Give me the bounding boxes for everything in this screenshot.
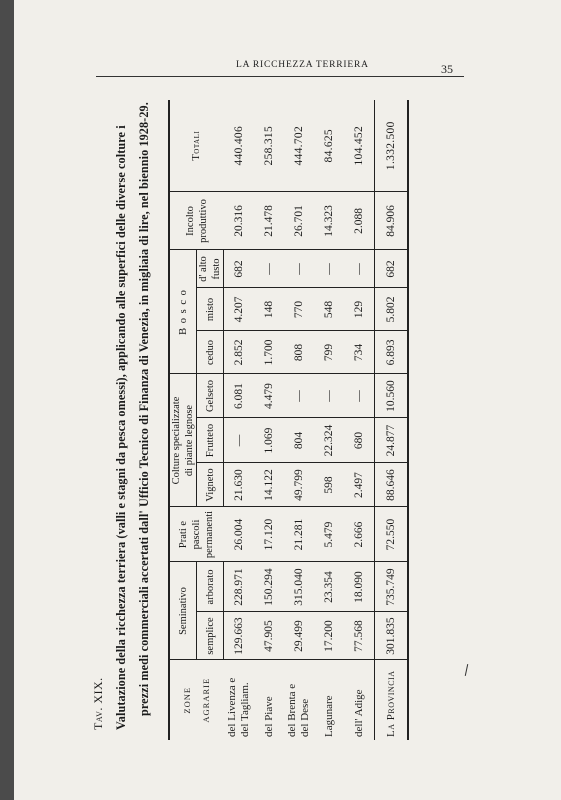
cell-gelseto: — xyxy=(314,374,344,418)
cell-prati: 5.479 xyxy=(314,507,344,562)
cell-alto-fusto: — xyxy=(344,250,375,288)
cell-totali: 84.625 xyxy=(314,100,344,192)
cell-incolto: 26.701 xyxy=(284,192,314,250)
cell-misto: 129 xyxy=(344,288,375,331)
zone-cell: dell' Adige xyxy=(352,689,365,737)
cell-frutteto: 1.069 xyxy=(254,418,284,463)
cell-ceduo: 1.700 xyxy=(254,331,284,374)
header-totali: Totali xyxy=(169,100,224,192)
cell-gelseto: — xyxy=(284,374,314,418)
cell-gelseto: — xyxy=(344,374,375,418)
subheader-frutteto: Frutteto xyxy=(197,418,224,463)
pencil-mark xyxy=(465,664,468,676)
cell-vigneto: 2.497 xyxy=(344,463,375,507)
valuation-table xyxy=(168,100,409,740)
cell-semplice: 77.568 xyxy=(344,612,375,660)
cell-alto-fusto: — xyxy=(314,250,344,288)
total-ceduo: 6.893 xyxy=(375,331,409,374)
cell-misto: 548 xyxy=(314,288,344,331)
cell-totali: 440.406 xyxy=(224,100,255,192)
cell-ceduo: 2.852 xyxy=(224,331,255,374)
table-row xyxy=(314,100,344,740)
cell-gelseto: 4.479 xyxy=(254,374,284,418)
cell-totali: 258.315 xyxy=(254,100,284,192)
cell-prati: 21.281 xyxy=(284,507,314,562)
cell-frutteto: 22.324 xyxy=(314,418,344,463)
table-row xyxy=(284,100,314,740)
total-arborato: 735.749 xyxy=(375,562,409,612)
cell-gelseto: 6.081 xyxy=(224,374,255,418)
total-prati: 72.550 xyxy=(375,507,409,562)
cell-prati: 17.120 xyxy=(254,507,284,562)
zone-cell: Lagunare xyxy=(322,695,335,737)
plate-label: Tav. XIX. xyxy=(91,677,105,730)
cell-arborato: 18.090 xyxy=(344,562,375,612)
cell-vigneto: 14.122 xyxy=(254,463,284,507)
table-row xyxy=(224,100,255,740)
cell-frutteto: 680 xyxy=(344,418,375,463)
cell-alto-fusto: 682 xyxy=(224,250,255,288)
total-semplice: 301.835 xyxy=(375,612,409,660)
caption-line-2: prezzi medi commerciali accertati dall' Ufficio Tecnico di Finanza di Venezia, in migliaia di lire, nel biennio 1928-29. xyxy=(137,102,151,716)
cell-alto-fusto: — xyxy=(254,250,284,288)
cell-misto: 4.207 xyxy=(224,288,255,331)
cell-misto: 148 xyxy=(254,288,284,331)
zone-header: ZONE AGRARIE xyxy=(169,660,224,740)
cell-incolto: 20.316 xyxy=(224,192,255,250)
header-incolto: Incolto produttivo xyxy=(169,192,224,250)
total-incolto: 84.906 xyxy=(375,192,409,250)
cell-incolto: 21.478 xyxy=(254,192,284,250)
table-caption xyxy=(110,90,156,730)
header-prati: Prati e pascoli permanenti xyxy=(169,507,224,562)
cell-incolto: 2.088 xyxy=(344,192,375,250)
subheader-misto: misto xyxy=(197,288,224,331)
cell-alto-fusto: — xyxy=(284,250,314,288)
caption-line-1: Valutazione della ricchezza terriera (valli e stagni da pesca omessi), applicando alle superfici delle diverse colture i xyxy=(114,125,128,730)
total-gelseto: 10.560 xyxy=(375,374,409,418)
total-alto-fusto: 682 xyxy=(375,250,409,288)
cell-arborato: 315.040 xyxy=(284,562,314,612)
cell-vigneto: 598 xyxy=(314,463,344,507)
cell-arborato: 228.971 xyxy=(224,562,255,612)
cell-vigneto: 49.799 xyxy=(284,463,314,507)
table-row xyxy=(254,100,284,740)
total-row xyxy=(375,100,409,740)
cell-incolto: 14.323 xyxy=(314,192,344,250)
cell-frutteto: 804 xyxy=(284,418,314,463)
cell-semplice: 17.200 xyxy=(314,612,344,660)
zone-cell: del Brenta e del Dese xyxy=(286,683,311,737)
total-misto: 5.802 xyxy=(375,288,409,331)
cell-ceduo: 799 xyxy=(314,331,344,374)
running-header-title: LA RICCHEZZA TERRIERA xyxy=(236,60,369,70)
cell-misto: 770 xyxy=(284,288,314,331)
cell-arborato: 150.294 xyxy=(254,562,284,612)
header-bosco: B o s c o xyxy=(169,250,197,374)
total-totali: 1.332.500 xyxy=(375,100,409,192)
cell-totali: 444.702 xyxy=(284,100,314,192)
cell-ceduo: 808 xyxy=(284,331,314,374)
subheader-ceduo: ceduo xyxy=(197,331,224,374)
header-colture: Colture specializzate di piante legnose xyxy=(169,374,197,507)
header-rule xyxy=(96,76,464,77)
cell-prati: 26.004 xyxy=(224,507,255,562)
cell-semplice: 129.663 xyxy=(224,612,255,660)
zone-cell: del Piave xyxy=(262,696,275,737)
table-row xyxy=(344,100,375,740)
cell-ceduo: 734 xyxy=(344,331,375,374)
subheader-arborato: arborato xyxy=(197,562,224,612)
cell-arborato: 23.354 xyxy=(314,562,344,612)
rotated-table-block xyxy=(38,100,458,770)
subheader-vigneto: Vigneto xyxy=(197,463,224,507)
header-seminativo: Seminativo xyxy=(169,562,197,660)
cell-vigneto: 21.630 xyxy=(224,463,255,507)
subheader-alto-fusto: d' alto fusto xyxy=(197,250,224,288)
cell-semplice: 29.499 xyxy=(284,612,314,660)
total-frutteto: 24.877 xyxy=(375,418,409,463)
total-label: La Provincia xyxy=(375,660,409,740)
page-number: 35 xyxy=(441,62,453,76)
subheader-semplice: semplice xyxy=(197,612,224,660)
cell-prati: 2.666 xyxy=(344,507,375,562)
subheader-gelseto: Gelseto xyxy=(197,374,224,418)
cell-totali: 104.452 xyxy=(344,100,375,192)
cell-semplice: 47.905 xyxy=(254,612,284,660)
zone-cell: del Livenza e del Tagliam. xyxy=(225,677,251,737)
cell-frutteto: — xyxy=(224,418,255,463)
total-vigneto: 88.646 xyxy=(375,463,409,507)
